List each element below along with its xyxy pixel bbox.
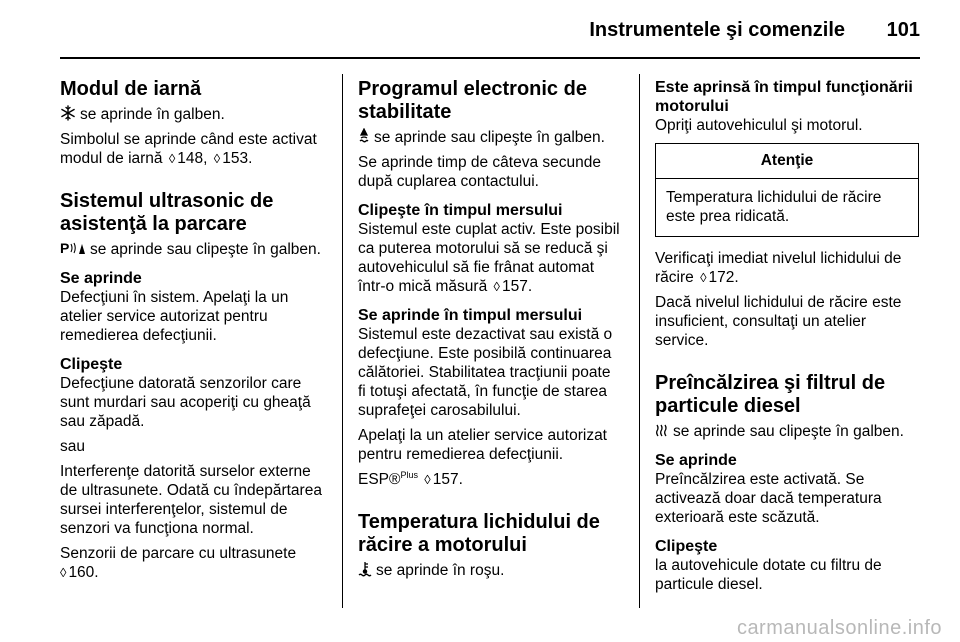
check-coolant-text: Verificaţi imediat nivelul lichidului de răcire ◊ 172. xyxy=(655,250,902,286)
engine-running-text: Opriţi autovehiculul şi motorul. xyxy=(655,117,863,134)
parking-assist-line xyxy=(60,240,328,259)
winter-mode-status: se aprinde în galben. xyxy=(80,106,225,123)
page-ref: 157. xyxy=(501,278,533,295)
page-number: 101 xyxy=(886,19,920,41)
page-ref: 148, xyxy=(177,150,208,167)
esp-plus-ref: ESP®$^{Plus}$ ◊ 157. xyxy=(358,469,463,488)
parking-assist-status: se aprinde sau clipeşte în galben. xyxy=(90,241,321,258)
page-ref: 160. xyxy=(68,564,99,581)
parking-assist-heading: Sistemul ultrasonic de asistenţă la parcare xyxy=(60,190,274,235)
low-coolant-text: Dacă nivelul lichidului de răcire este insuficient, consultaţi un atelier service. xyxy=(655,294,902,349)
preheat-flash-text: la autovehicule dotate cu filtru de particule diesel. xyxy=(655,557,882,593)
attention-box xyxy=(655,143,919,237)
reference-arrow-icon: ◊ xyxy=(493,279,500,294)
reference-arrow-icon: ◊ xyxy=(60,565,67,580)
column-1 xyxy=(60,78,328,588)
watermark: carmanualsonline.info xyxy=(736,617,942,639)
column-divider-1 xyxy=(342,74,343,608)
esp-heading: Programul electronic de stabilitate xyxy=(358,78,587,123)
parking-flash-heading: Clipeşte xyxy=(60,356,123,373)
parking-lit-text: Defecţiuni în sistem. Apelaţi la un atelier service autorizat pentru remedierea defecţiunii. xyxy=(60,289,289,344)
reference-arrow-icon: ◊ xyxy=(424,472,431,487)
page-ref: 157. xyxy=(432,471,463,488)
winter-mode-line xyxy=(60,105,328,124)
preheat-lit-heading: Se aprinde xyxy=(655,452,737,469)
page-ref: 153. xyxy=(222,150,253,167)
snowflake-icon xyxy=(60,105,76,121)
esp-flash-heading: Clipeşte în timpul mersului xyxy=(358,202,563,219)
preheat-status: se aprinde sau clipeşte în galben. xyxy=(673,423,904,440)
svg-text:P: P xyxy=(60,240,70,256)
column-3 xyxy=(655,78,923,600)
preheat-line xyxy=(655,422,923,441)
parking-flash-text: Defecţiune datorată senzorilor care sunt murdari sau acoperiţi cu gheaţă sau zăpadă. xyxy=(60,375,311,430)
parking-assist-icon xyxy=(60,240,86,256)
preheat-heading: Preîncălzirea şi filtrul de particule diesel xyxy=(655,372,886,417)
coolant-line xyxy=(358,561,622,580)
engine-running-heading: Este aprinsă în timpul funcţionării motorului xyxy=(655,79,913,115)
winter-mode-description: Simbolul se aprinde când este activat modul de iarnă ◊ 148, ◊ 153. xyxy=(60,131,317,167)
page-header xyxy=(0,0,960,56)
coolant-heading: Temperatura lichidului de răcire a motorului xyxy=(358,511,600,556)
reference-arrow-icon: ◊ xyxy=(168,151,176,166)
or-text: sau xyxy=(60,438,85,455)
winter-mode-heading: Modul de iarnă xyxy=(60,78,202,100)
esp-startup-text: Se aprinde timp de câteva secunde după cuplarea contactului. xyxy=(358,154,601,190)
coolant-status: se aprinde în roşu. xyxy=(376,562,505,579)
esp-icon xyxy=(358,128,370,144)
esp-flash-text: Sistemul este cuplat activ. Este posibil ca puterea motorului să se reducă şi autovehiculul să fie frânat automat într-o mică măsură ◊ 157. xyxy=(358,221,620,295)
attention-body: Temperatura lichidului de răcire este prea ridicată. xyxy=(666,189,882,225)
coolant-temperature-icon xyxy=(358,561,372,577)
interference-text: Interferenţe datorită surselor externe de ultrasunete. Odată cu îndepărtarea sursei interferenţelor, sistemul de senzori va funcţiona normal. xyxy=(60,463,322,537)
esp-line xyxy=(358,128,622,147)
preheat-lit-text: Preîncălzirea este activată. Se activează doar dacă temperatura exterioară este scăzută. xyxy=(655,471,882,526)
header-title: Instrumentele şi comenzile xyxy=(589,19,845,41)
page-ref: 172. xyxy=(708,269,739,286)
column-divider-2 xyxy=(639,74,640,608)
reference-arrow-icon: ◊ xyxy=(213,151,221,166)
reference-arrow-icon: ◊ xyxy=(700,270,707,285)
attention-title: Atenţie xyxy=(656,144,918,179)
column-2 xyxy=(358,78,622,586)
sensors-text: Senzorii de parcare cu ultrasunete ◊ 160. xyxy=(60,545,297,581)
preheat-flash-heading: Clipeşte xyxy=(655,538,718,555)
glow-plug-icon xyxy=(655,422,669,438)
header-rule xyxy=(60,57,920,59)
esp-lit-heading: Se aprinde în timpul mersului xyxy=(358,307,583,324)
esp-service-text: Apelaţi la un atelier service autorizat pentru remedierea defecţiunii. xyxy=(358,427,607,463)
esp-lit-text: Sistemul este dezactivat sau există o defecţiune. Este posibilă continuarea călătoriei. Stabilitatea tracţiunii poate fi totuşi afectată, în funcţie de starea suprafeţei carosabilului. xyxy=(358,326,613,419)
esp-status: se aprinde sau clipeşte în galben. xyxy=(374,129,605,146)
parking-lit-heading: Se aprinde xyxy=(60,270,142,287)
